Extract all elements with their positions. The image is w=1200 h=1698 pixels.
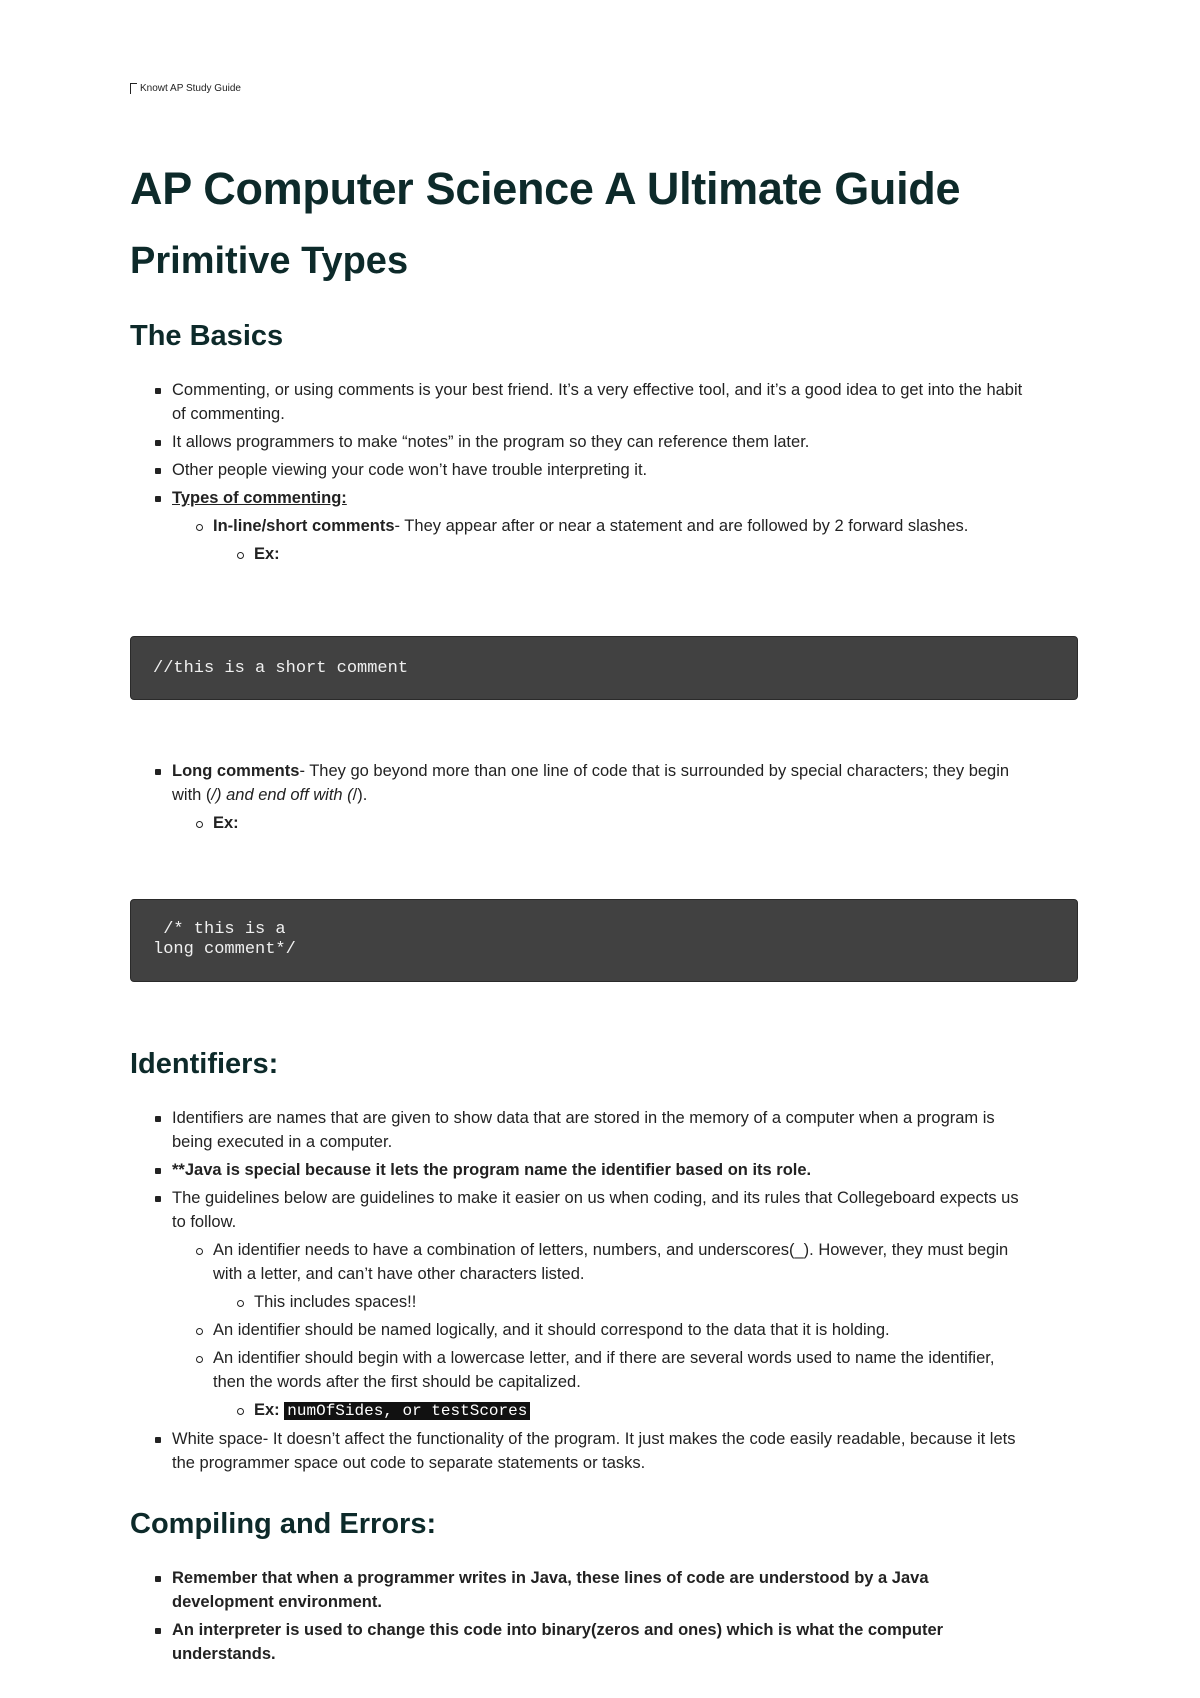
list-item: The guidelines below are guidelines to make it easier on us when coding, and its rules that Collegeboard expects us to follow. [130,1186,1030,1234]
list-item: Ex: [130,542,1030,566]
list-item: Identifiers are names that are given to show data that are stored in the memory of a computer when a program is being executed in a computer. [130,1106,1030,1154]
circle-bullet-icon [196,1248,203,1255]
bullet-icon [155,388,161,394]
bullet-icon [155,769,161,775]
circle-bullet-icon [237,552,244,559]
circle-bullet-icon [196,1328,203,1335]
list-item: An identifier needs to have a combination of letters, numbers, and underscores(_). However, they must begin with a letter, and can’t have other characters listed. [130,1238,1030,1286]
bullet-icon [155,1196,161,1202]
list-item: This includes spaces!! [130,1290,1030,1314]
list-item: White space- It doesn’t affect the functionality of the program. It just makes the code easily readable, because it lets the programmer space out code to separate statements or tasks. [130,1427,1030,1475]
list-item: An interpreter is used to change this code into binary(zeros and ones) which is what the computer understands. [130,1618,1030,1666]
brand-text: Knowt AP Study Guide [140,83,241,94]
list-item: Ex: [130,811,1030,835]
types-of-commenting-label: Types of commenting: [172,489,347,507]
code-block-long-comment: /* this is a long comment*/ [130,899,1078,982]
section-heading-basics: The Basics [130,320,284,352]
long-comment-list [130,759,1030,839]
bullet-icon [155,1116,161,1122]
bullet-icon [155,1437,161,1443]
circle-bullet-icon [237,1300,244,1307]
list-item: Remember that when a programmer writes in Java, these lines of code are understood by a Java development environment. [130,1566,1030,1614]
section-heading-compiling: Compiling and Errors: [130,1508,437,1540]
bullet-icon [155,1628,161,1634]
page-title: AP Computer Science A Ultimate Guide [130,163,961,214]
circle-bullet-icon [196,1356,203,1363]
circle-bullet-icon [196,524,203,531]
list-item: Other people viewing your code won’t have trouble interpreting it. [130,458,1030,482]
identifiers-list [130,1106,1030,1479]
brand-header [130,83,241,94]
knowt-logo-icon [130,83,137,94]
list-item: An identifier should begin with a lowercase letter, and if there are several words used to name the identifier, then the words after the first should be capitalized. [130,1346,1030,1394]
list-item: **Java is special because it lets the program name the identifier based on its role. [130,1158,1030,1182]
list-item: Ex: numOfSides, or testScores [130,1398,1030,1423]
compiling-list [130,1566,1030,1670]
code-block-short-comment: //this is a short comment [130,636,1078,700]
circle-bullet-icon [196,821,203,828]
list-item [130,486,1030,510]
list-item: Commenting, or using comments is your best friend. It’s a very effective tool, and it’s a good idea to get into the habit of commenting. [130,378,1030,426]
bullet-icon [155,1576,161,1582]
list-item: In-line/short comments- They appear after or near a statement and are followed by 2 forward slashes. [130,514,1030,538]
bullet-icon [155,440,161,446]
circle-bullet-icon [237,1408,244,1415]
section-heading-identifiers: Identifiers: [130,1048,279,1080]
basics-list [130,378,1030,570]
bullet-icon [155,468,161,474]
inline-code-example: numOfSides, or testScores [284,1402,530,1420]
list-item: It allows programmers to make “notes” in the program so they can reference them later. [130,430,1030,454]
list-item: Long comments- They go beyond more than one line of code that is surrounded by special characters; they begin with (/) and end off with (/). [130,759,1030,807]
section-heading-primitive-types: Primitive Types [130,240,409,282]
bullet-icon [155,496,161,502]
list-item: An identifier should be named logically, and it should correspond to the data that it is holding. [130,1318,1030,1342]
bullet-icon [155,1168,161,1174]
